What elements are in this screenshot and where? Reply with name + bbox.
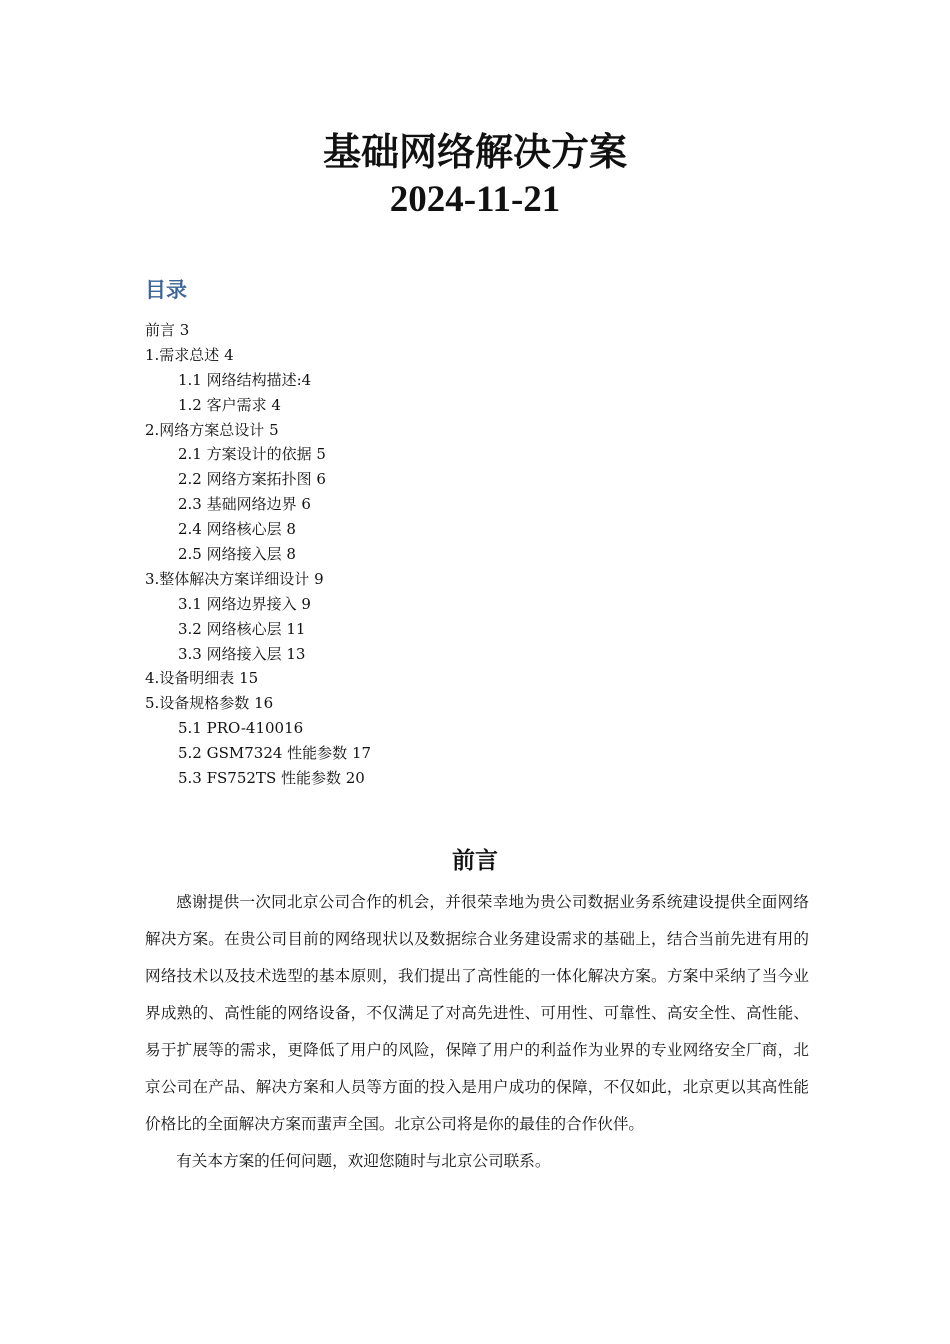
toc-entry[interactable]: 1.需求总述 4 xyxy=(145,345,234,364)
preface-paragraph: 有关本方案的任何问题，欢迎您随时与北京公司联系。 xyxy=(176,1152,551,1170)
toc-subentry[interactable]: 1.2 客户需求 4 xyxy=(178,395,281,414)
title-block xyxy=(0,128,950,224)
toc-subentry[interactable]: 3.1 网络边界接入 9 xyxy=(178,594,311,613)
document-date: 2024-11-21 xyxy=(389,179,561,220)
toc-subentry[interactable]: 3.3 网络接入层 13 xyxy=(178,644,306,663)
toc-heading: 目录 xyxy=(145,278,187,302)
preface-body xyxy=(145,884,809,1180)
toc-entry[interactable]: 3.整体解决方案详细设计 9 xyxy=(145,569,324,588)
toc-subentry[interactable]: 2.5 网络接入层 8 xyxy=(178,545,296,564)
preface-heading: 前言 xyxy=(452,847,498,874)
preface-paragraph: 感谢提供一次同北京公司合作的机会，并很荣幸地为贵公司数据业务系统建设提供全面网络解决方案。在贵公司目前的网络现状以及数据综合业务建设需求的基础上，结合当前先进有用的网络技术以及技术选型的基本原则，我们提出了高性能的一体化解决方案。方案中采纳了当今业界成熟的、高性能的网络设备，不仅满足了对高先进性、可用性、可靠性、高安全性、高性能、易于扩展等的需求，更降低了用户的风险，保障了用户的利益作为业界的专业网络安全厂商，北京公司在产品、解决方案和人员等方面的投入是用户成功的保障，不仅如此，北京更以其高性能价格比的全面解决方案而蜚声全国。北京公司将是你的最佳的合作伙伴。 xyxy=(145,893,809,1133)
toc-subentry[interactable]: 5.3 FS752TS 性能参数 20 xyxy=(178,769,365,788)
toc-subentry[interactable]: 1.1 网络结构描述:4 xyxy=(178,370,312,389)
toc-entry[interactable]: 4.设备明细表 15 xyxy=(145,669,259,688)
toc-subentry[interactable]: 2.3 基础网络边界 6 xyxy=(178,495,311,514)
toc-subentry[interactable]: 2.4 网络核心层 8 xyxy=(178,520,296,539)
toc-subentry[interactable]: 5.2 GSM7324 性能参数 17 xyxy=(178,744,372,763)
toc-subentry[interactable]: 3.2 网络核心层 11 xyxy=(178,619,306,638)
toc-subentry[interactable]: 2.1 方案设计的依据 5 xyxy=(178,445,326,464)
toc-entry[interactable]: 2.网络方案总设计 5 xyxy=(145,420,279,439)
table-of-contents xyxy=(145,318,371,791)
toc-entry[interactable]: 前言 3 xyxy=(145,321,190,339)
toc-entry[interactable]: 5.设备规格参数 16 xyxy=(145,694,274,713)
toc-subentry[interactable]: 2.2 网络方案拓扑图 6 xyxy=(178,470,326,489)
toc-subentry[interactable]: 5.1 PRO-410016 xyxy=(178,719,304,738)
document-title: 基础网络解决方案 xyxy=(322,129,627,174)
